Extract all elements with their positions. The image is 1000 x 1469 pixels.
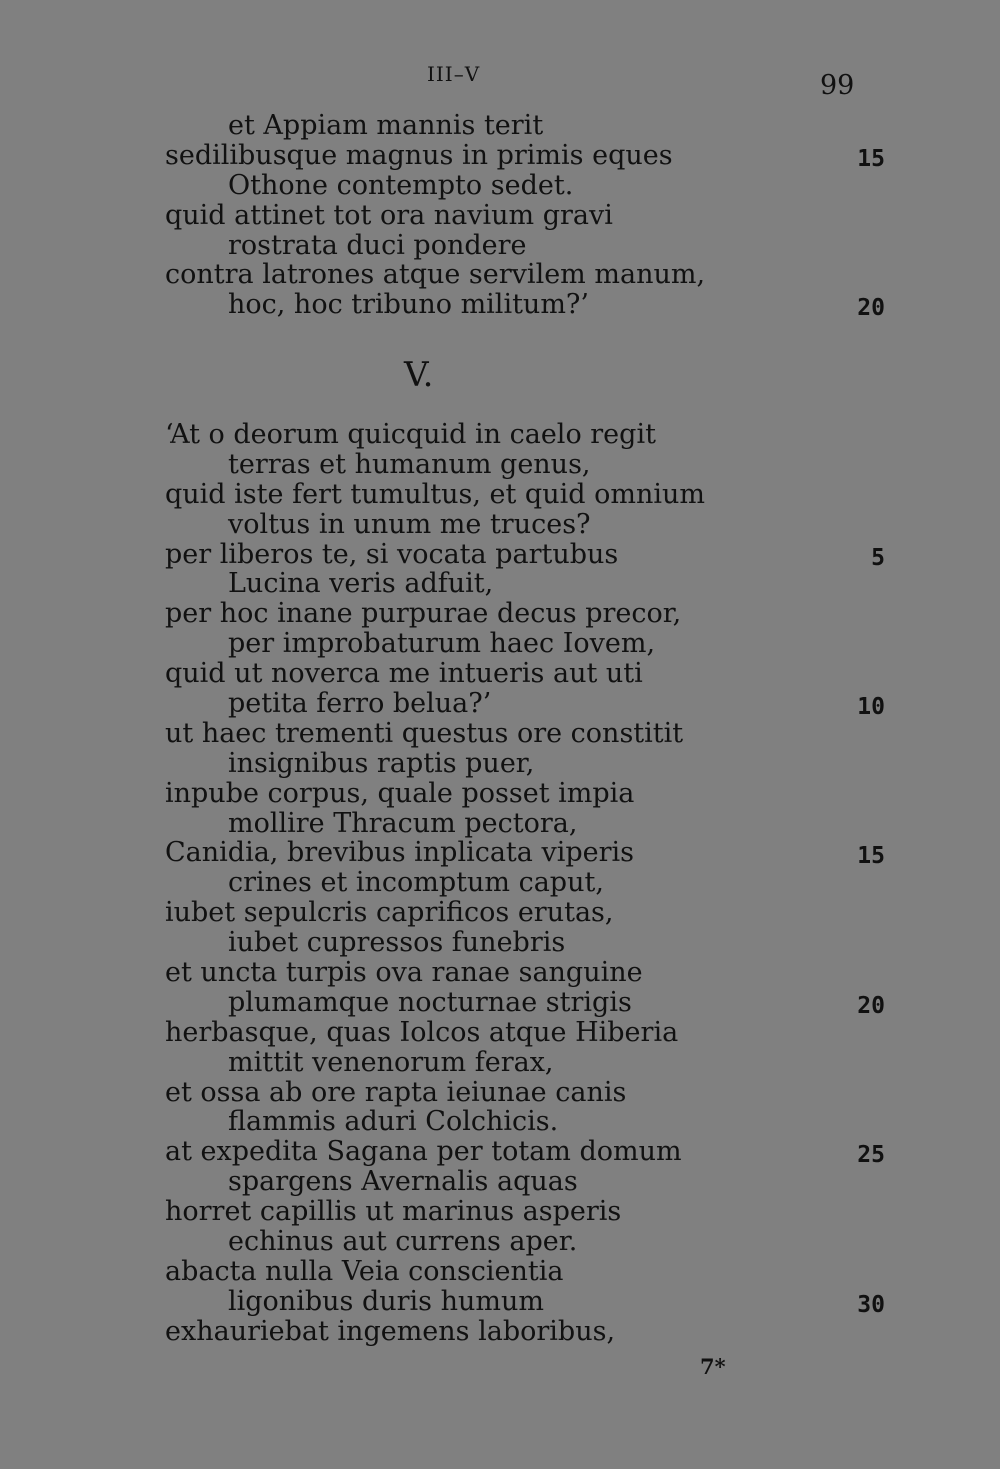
verse-text: spargens Avernalis aquas [228,1166,578,1198]
verse-line [165,1257,885,1287]
verse-text: hoc, hoc tribuno militum?’ [228,289,589,321]
verse-text: exhauriebat ingemens laboribus, [165,1315,616,1347]
poem-v [165,420,885,1347]
verse-line [165,1287,885,1317]
verse-line [165,201,885,231]
verse-line [165,1197,885,1227]
verse-text: plumamque nocturnae strigis [228,986,632,1018]
poem-iii-ending [165,111,885,320]
verse-text: Othone contempto sedet. [228,169,574,201]
line-number: 30 [857,1291,885,1318]
verse-text: contra latrones atque servilem manum, [165,259,706,291]
line-number: 20 [857,295,885,322]
verse-line [165,171,885,201]
verse-text: quid iste fert tumultus, et quid omnium [165,478,705,510]
verse-text: abacta nulla Veia conscientia [165,1255,564,1287]
verse-line [165,1107,885,1137]
verse-text: crines et incomptum caput, [228,867,604,899]
verse-line [165,1137,885,1167]
line-number: 25 [857,1142,885,1169]
verse-line [165,809,885,839]
verse-line [165,629,885,659]
running-head: III–V [427,62,481,86]
verse-line [165,111,885,141]
verse-text: per liberos te, si vocata partubus [165,538,619,570]
verse-text: flammis aduri Colchicis. [228,1106,559,1138]
verse-line [165,838,885,868]
verse-text: et Appiam mannis terit [228,110,544,141]
line-number: 15 [857,843,885,870]
verse-text: ligonibus duris humum [228,1285,544,1317]
verse-text: herbasque, quas Iolcos atque Hiberia [165,1016,679,1048]
verse-text: et uncta turpis ova ranae sanguine [165,957,643,989]
verse-line [165,868,885,898]
verse-line [165,569,885,599]
verse-text: echinus aut currens aper. [228,1226,578,1258]
verse-line [165,1048,885,1078]
verse-text: sedilibusque magnus in primis eques [165,139,673,171]
page-number: 99 [820,70,855,101]
verse-text: terras et humanum genus, [228,448,591,480]
verse-line [165,779,885,809]
verse-line [165,898,885,928]
verse-text: iubet sepulcris caprificos erutas, [165,897,614,929]
verse-line [165,928,885,958]
verse-line [165,480,885,510]
verse-line [165,1227,885,1257]
verse-line [165,1167,885,1197]
verse-line [165,659,885,689]
verse-text: ut haec trementi questus ore constitit [165,717,684,749]
printer-signature-mark: 7* [700,1354,726,1379]
verse-text: insignibus raptis puer, [228,747,535,779]
verse-text: per hoc inane purpurae decus precor, [165,598,682,630]
verse-text: horret capillis ut marinus asperis [165,1196,622,1228]
verse-line [165,988,885,1018]
verse-text: rostrata duci pondere [228,229,527,261]
verse-line [165,599,885,629]
verse-text: mollire Thracum pectora, [228,807,578,839]
verse-line [165,1078,885,1108]
verse-text: per improbaturum haec Iovem, [228,628,656,660]
verse-text: quid attinet tot ora navium gravi [165,199,613,231]
line-number: 20 [857,992,885,1019]
verse-line [165,1018,885,1048]
verse-text: Lucina veris adfuit, [228,568,494,600]
verse-line [165,141,885,171]
verse-line [165,1317,885,1347]
verse-line [165,290,885,320]
verse-text: mittit venenorum ferax, [228,1046,554,1078]
verse-line [165,260,885,290]
verse-line [165,689,885,719]
line-number: 5 [871,544,885,571]
verse-text: voltus in unum me truces? [228,508,591,540]
verse-line [165,510,885,540]
line-number: 15 [857,145,885,172]
verse-line [165,231,885,261]
line-number: 10 [857,694,885,721]
verse-text: petita ferro belua?’ [228,688,492,720]
verse-text: at expedita Sagana per totam domum [165,1136,682,1168]
verse-text: ‘At o deorum quicquid in caelo regit [165,419,656,450]
section-title: V. [404,355,434,395]
verse-line [165,540,885,570]
verse-line [165,719,885,749]
verse-text: et ossa ab ore rapta ieiunae canis [165,1076,627,1108]
verse-line [165,420,885,450]
verse-line [165,749,885,779]
verse-text: inpube corpus, quale posset impia [165,777,635,809]
verse-text: quid ut noverca me intueris aut uti [165,658,643,690]
verse-text: Canidia, brevibus inplicata viperis [165,837,635,869]
verse-text: iubet cupressos funebris [228,927,566,959]
verse-line [165,450,885,480]
verse-line [165,958,885,988]
